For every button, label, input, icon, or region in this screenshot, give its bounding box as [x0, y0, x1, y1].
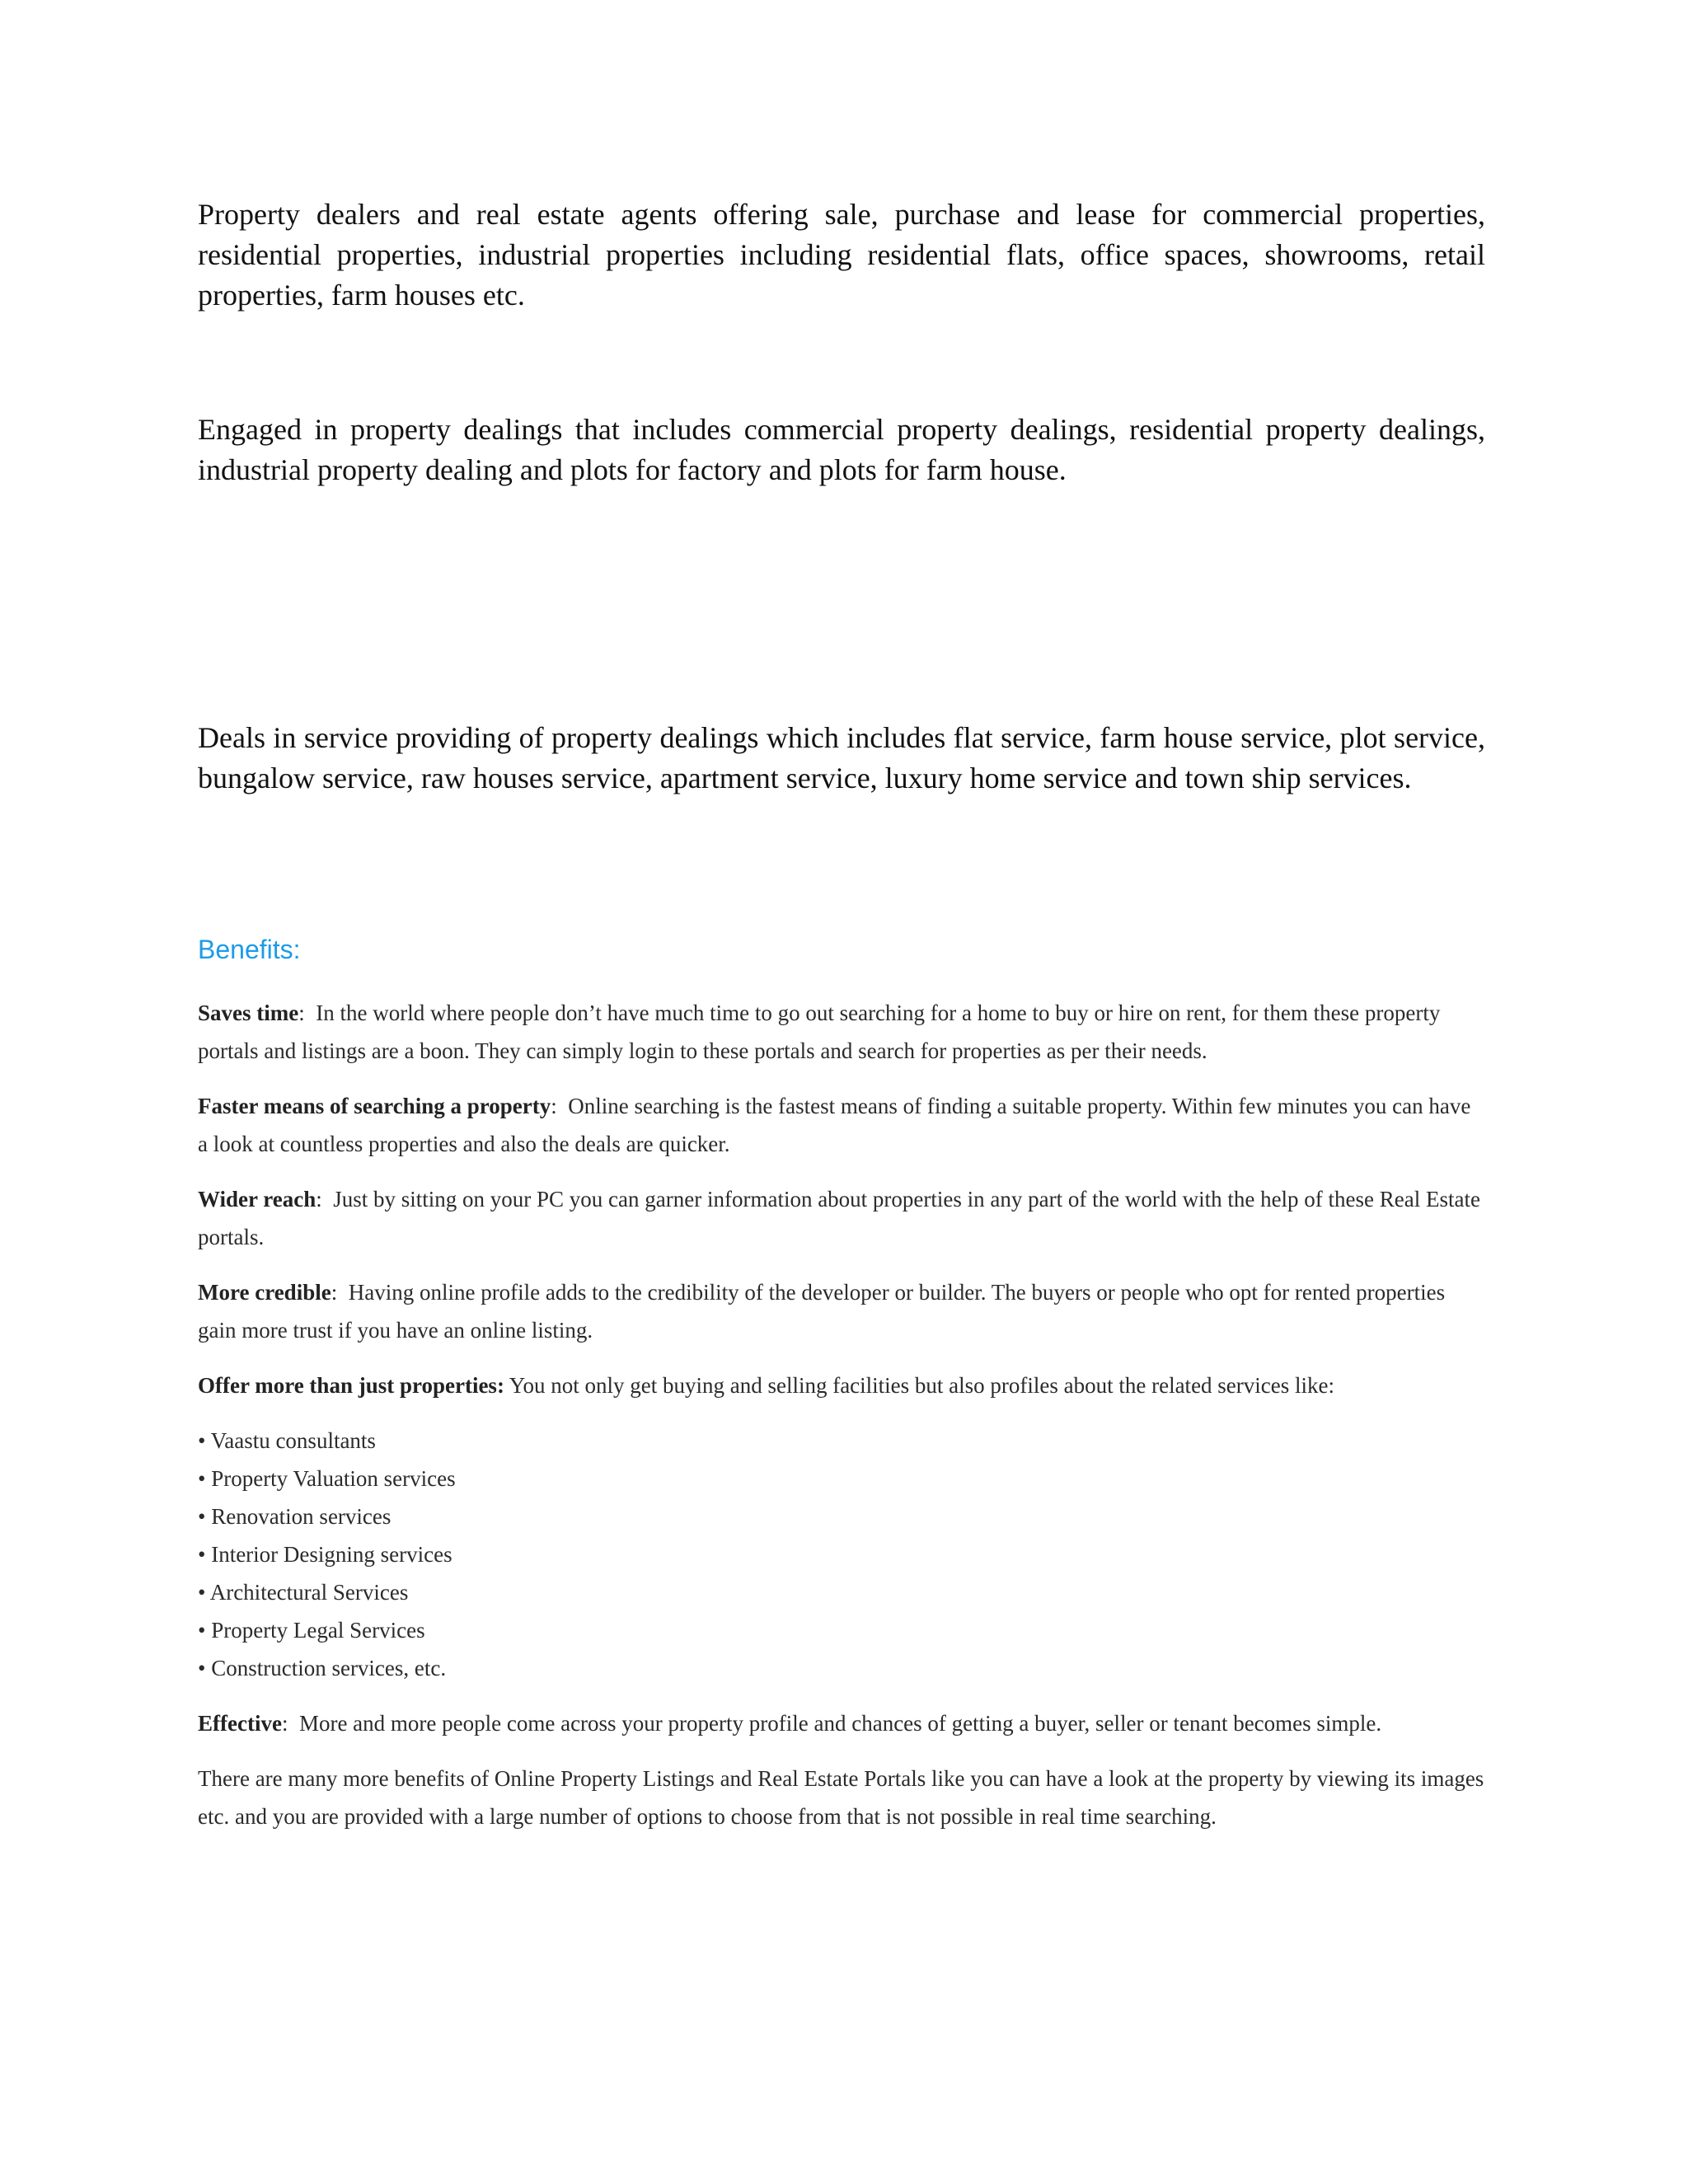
benefit-text: Just by sitting on your PC you can garner information about properties in any part of the world with the help of these Real Estate portals.: [198, 1187, 1480, 1249]
list-item: • Property Legal Services: [198, 1618, 425, 1643]
benefit-title: Effective: [198, 1711, 282, 1736]
benefit-wider-reach: [198, 1180, 1485, 1256]
benefit-text: More and more people come across your property profile and chances of getting a buyer, seller or tenant becomes simple.: [298, 1711, 1382, 1736]
intro-paragraph: Property dealers and real estate agents offering sale, purchase and lease for commercial properties, residential properties, industrial properties including residential flats, office spaces, showrooms, retail properties, farm houses etc.: [198, 198, 1485, 312]
list-item: • Interior Designing services: [198, 1542, 452, 1567]
intro-paragraph: Deals in service providing of property dealings which includes flat service, farm house service, plot service, bungalow service, raw houses service, apartment service, luxury home service and town ship services.: [198, 721, 1485, 794]
benefit-more-credible: [198, 1273, 1485, 1349]
closing-paragraph: There are many more benefits of Online Property Listings and Real Estate Portals like you can have a look at the property by viewing its images etc. and you are provided with a large number of options to choose from that is not possible in real time searching.: [198, 1766, 1484, 1829]
benefit-text: Having online profile adds to the credibility of the developer or builder. The buyers or people who opt for rented properties gain more trust if you have an online listing.: [198, 1280, 1446, 1343]
benefit-text: You not only get buying and selling facilities but also profiles about the related services like:: [509, 1373, 1334, 1398]
list-item: • Vaastu consultants: [198, 1428, 376, 1453]
list-item: • Architectural Services: [198, 1580, 409, 1605]
benefit-separator: :: [316, 1187, 322, 1212]
benefit-saves-time: [198, 994, 1485, 1070]
services-list: [198, 1422, 1485, 1687]
list-item: • Renovation services: [198, 1504, 392, 1529]
benefit-separator: :: [281, 1711, 288, 1736]
benefit-title: Wider reach: [198, 1187, 316, 1212]
benefit-separator: :: [331, 1280, 338, 1305]
benefit-text: In the world where people don’t have much time to go out searching for a home to buy or hire on rent, for them these property portals and listings are a boon. They can simply login to these portals and search for properties as per their needs.: [198, 1001, 1441, 1063]
benefits-heading: Benefits:: [198, 935, 301, 964]
intro-paragraph: Engaged in property dealings that includes commercial property dealings, residential property dealings, industrial property dealing and plots for factory and plots for farm house.: [198, 413, 1485, 486]
list-item: • Property Valuation services: [198, 1466, 456, 1491]
list-item: • Construction services, etc.: [198, 1656, 447, 1680]
benefit-more-than-properties: [198, 1366, 1485, 1404]
benefit-separator: :: [298, 1001, 305, 1025]
benefit-title: More credible: [198, 1280, 331, 1305]
benefit-text: Online searching is the fastest means of finding a suitable property. Within few minutes you can have a look at countless properties and also the deals are quicker.: [198, 1094, 1471, 1156]
benefit-title: Saves time: [198, 1001, 299, 1025]
benefit-title: Faster means of searching a property: [198, 1094, 551, 1118]
benefit-title: Offer more than just properties:: [198, 1373, 504, 1398]
benefit-separator: :: [551, 1094, 557, 1118]
benefits-section: [198, 994, 1485, 1853]
benefit-faster-search: [198, 1087, 1485, 1163]
benefit-effective: [198, 1704, 1485, 1742]
